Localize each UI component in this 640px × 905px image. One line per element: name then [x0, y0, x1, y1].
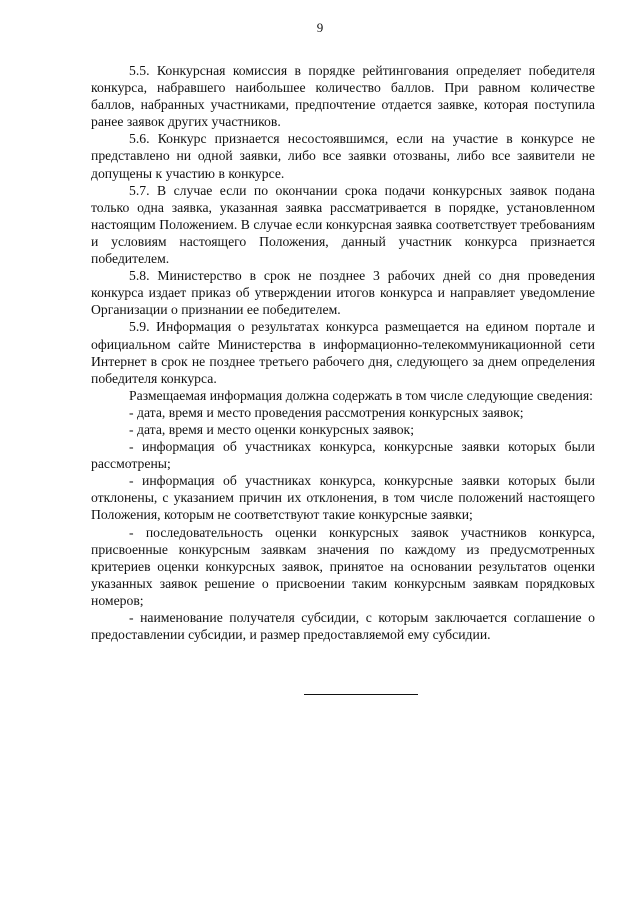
page-number: 9 — [316, 20, 324, 35]
paragraph-5-5: 5.5. Конкурсная комиссия в порядке рейтингования определяет победителя конкурса, набравшего наибольшее количество баллов. При равном количестве баллов, набранных участниками, предпочтение отдается заявке, которая поступила ранее заявок других участников. — [91, 63, 595, 130]
list-item-rejected-participants: - информация об участниках конкурса, конкурсные заявки которых были отклонены, с указанием причин их отклонения, в том числе положений настоящего Положения, которым не соответствуют такие конкурсные заявки; — [91, 473, 595, 523]
paragraph-5-8: 5.8. Министерство в срок не позднее 3 рабочих дней со дня проведения конкурса издает приказ об утверждении итогов конкурса и направляет уведомление Организации о признании ее победителем. — [91, 268, 595, 318]
paragraph-5-6: 5.6. Конкурс признается несостоявшимся, если на участие в конкурсе не представлено ни одной заявки, либо все заявки отозваны, либо все заявители не допущены к участию в конкурсе. — [91, 131, 595, 181]
paragraph-info-intro: Размещаемая информация должна содержать в том числе следующие сведения: — [129, 387, 593, 403]
document-body — [91, 62, 595, 643]
end-divider-line — [304, 694, 418, 695]
list-item-review-date: - дата, время и место проведения рассмотрения конкурсных заявок; — [129, 404, 524, 420]
paragraph-5-7: 5.7. В случае если по окончании срока подачи конкурсных заявок подана только одна заявка, указанная заявка рассматривается в порядке, установленном настоящим Положением. В случае если конкурсная заявка соответствует требованиям и условиям настоящего Положения, данный участник конкурса признается победителем. — [91, 182, 595, 267]
paragraph-5-9: 5.9. Информация о результатах конкурса размещается на едином портале и официальном сайте Министерства в информационно-телекоммуникационной сети Интернет в срок не позднее третьего рабочего дня, следующего за днем определения победителя конкурса. — [91, 319, 595, 386]
list-item-reviewed-participants: - информация об участниках конкурса, конкурсные заявки которых были рассмотрены; — [91, 439, 595, 472]
list-item-evaluation-sequence: - последовательность оценки конкурсных заявок участников конкурса, присвоенные конкурсным заявкам значения по каждому из предусмотренных критериев оценки конкурсных заявок, принятое на основании результатов оценки указанных заявок решение о присвоении таким конкурсным заявкам порядковых номеров; — [91, 524, 595, 608]
list-item-evaluation-date: - дата, время и место оценки конкурсных заявок; — [129, 421, 414, 437]
list-item-subsidy-recipient: - наименование получателя субсидии, с которым заключается соглашение о предоставлении субсидии, и размер предоставляемой ему субсидии. — [91, 610, 595, 643]
